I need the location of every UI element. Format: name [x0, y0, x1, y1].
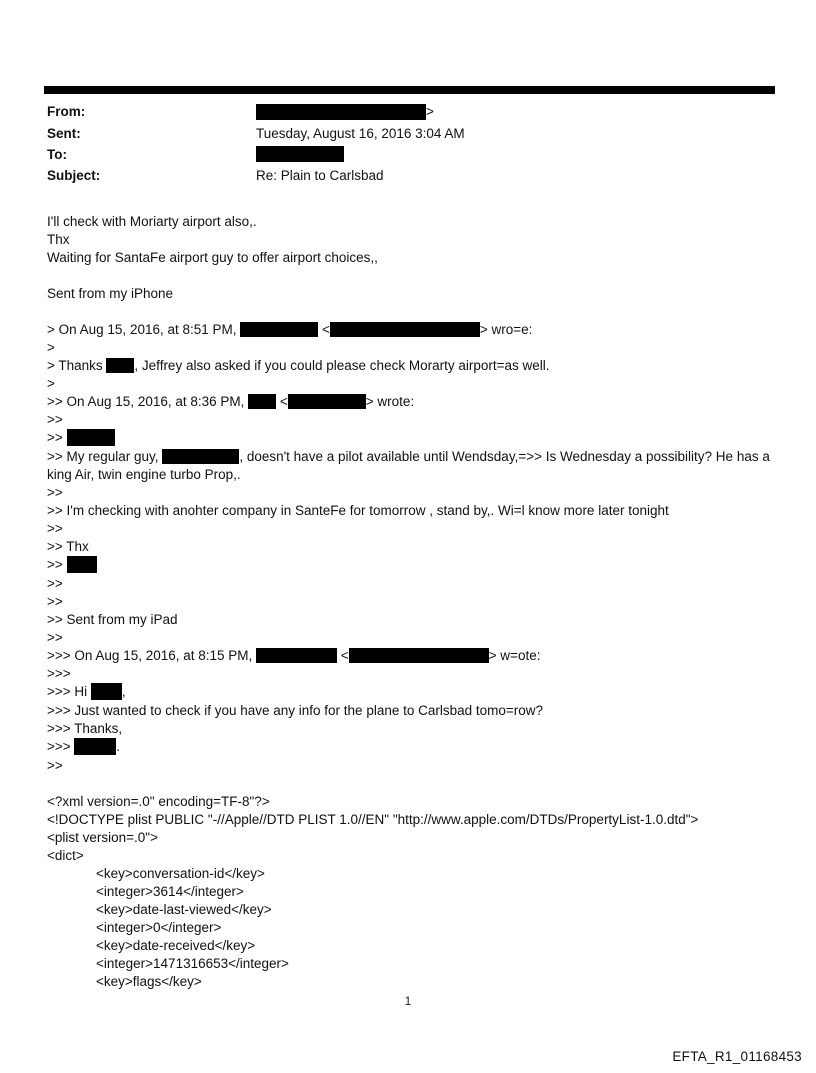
- redaction-bar: [74, 738, 116, 755]
- text-run: >>> Thanks,: [47, 721, 123, 736]
- text-run: >>> On Aug 15, 2016, at 8:15 PM,: [47, 648, 257, 663]
- text-run: <key>conversation-id</key>: [96, 866, 265, 881]
- text-run: >>: [47, 485, 63, 500]
- to-value: [256, 146, 344, 162]
- body-line: [47, 357, 776, 375]
- text-run: <: [337, 648, 349, 663]
- text-run: >>: [47, 521, 63, 536]
- body-line: [47, 720, 776, 738]
- redaction-bar: [288, 394, 366, 409]
- text-run: > wro=e:: [479, 322, 533, 337]
- from-suffix: >: [426, 104, 434, 120]
- text-run: >: [47, 376, 55, 391]
- redaction-bar: [349, 648, 489, 663]
- text-run: <!DOCTYPE plist PUBLIC "-//Apple//DTD PLIST 1.0//EN" "http://www.apple.com/DTDs/PropertyList-1.0.dtd">: [47, 812, 699, 827]
- redaction-bar: [256, 146, 344, 162]
- header-row-from: [47, 101, 777, 122]
- body-line: [47, 321, 776, 339]
- body-line: [47, 556, 776, 575]
- redaction-bar: [91, 683, 122, 700]
- body-line: [47, 702, 776, 720]
- text-run: > On Aug 15, 2016, at 8:51 PM,: [47, 322, 241, 337]
- text-run: >>: [47, 630, 63, 645]
- text-run: Thx: [47, 232, 70, 247]
- redaction-bar: [67, 429, 115, 446]
- to-label: To:: [47, 146, 67, 162]
- bates-stamp: EFTA_R1_01168453: [672, 1049, 802, 1064]
- header-row-sent: [47, 122, 777, 143]
- text-run: <?xml version=.0" encoding=TF-8"?>: [47, 794, 270, 809]
- body-line: [47, 285, 776, 303]
- text-run: >: [47, 340, 55, 355]
- text-run: >>: [47, 412, 63, 427]
- text-run: <integer>1471316653</integer>: [96, 956, 289, 971]
- body-line: [47, 484, 776, 502]
- body-line: [47, 937, 776, 955]
- body-line: [47, 267, 776, 285]
- text-run: <: [276, 394, 288, 409]
- body-line: [47, 231, 776, 249]
- from-label: From:: [47, 104, 86, 120]
- body-line: [47, 757, 776, 775]
- body-line: [47, 339, 776, 357]
- redaction-bar: [240, 322, 318, 337]
- body-line: [47, 919, 776, 937]
- text-run: I'll check with Moriarty airport also,.: [47, 214, 257, 229]
- body-line: [47, 502, 776, 520]
- body-line: [47, 611, 776, 629]
- header-row-to: [47, 144, 777, 165]
- body-line: [47, 575, 776, 593]
- text-run: <key>flags</key>: [96, 974, 202, 989]
- body-line: [47, 429, 776, 448]
- body-line: [47, 411, 776, 429]
- body-line: [47, 520, 776, 538]
- text-run: > w=ote:: [488, 648, 541, 663]
- body-line: [47, 847, 776, 865]
- text-run: >>: [47, 576, 63, 591]
- subject-value: Re: Plain to Carlsbad: [256, 168, 384, 184]
- body-line: [47, 249, 776, 267]
- text-run: > wrote:: [365, 394, 415, 409]
- text-run: <integer>0</integer>: [96, 920, 222, 935]
- body-line: [47, 683, 776, 702]
- body-line: [47, 829, 776, 847]
- sent-value: Tuesday, August 16, 2016 3:04 AM: [256, 125, 465, 141]
- body-line: [47, 375, 776, 393]
- text-run: >> On Aug 15, 2016, at 8:36 PM,: [47, 394, 249, 409]
- redaction-bar: [67, 556, 97, 573]
- email-header: [47, 101, 777, 187]
- text-run: .: [116, 739, 121, 755]
- text-run: >> I'm checking with anohter company in SanteFe for tomorrow , stand by,. Wi=l know more later tonight: [47, 503, 669, 518]
- header-divider-bar: [44, 86, 775, 94]
- text-run: , doesn't have a pilot available until Wendsday,=>> Is Wednesday a possibility? He has a king Air, twin engine turbo Prop,.: [47, 449, 774, 482]
- body-line: [47, 213, 776, 231]
- text-run: ,: [121, 684, 126, 700]
- body-line: [47, 973, 776, 991]
- body-line: [47, 738, 776, 757]
- redaction-bar: [256, 104, 426, 120]
- body-line: [47, 775, 776, 793]
- body-line: [47, 629, 776, 647]
- body-line: [47, 593, 776, 611]
- body-line: [47, 665, 776, 683]
- text-run: >> My regular guy,: [47, 449, 163, 464]
- redaction-bar: [106, 358, 134, 373]
- text-run: >> Thx: [47, 539, 89, 554]
- sent-label: Sent:: [47, 125, 81, 141]
- text-run: >>>: [47, 739, 75, 755]
- body-line: [47, 538, 776, 556]
- text-run: >>> Hi: [47, 684, 91, 700]
- text-run: > Thanks: [47, 358, 107, 373]
- body-line: [47, 393, 776, 411]
- body-line: [47, 303, 776, 321]
- text-run: <: [318, 322, 330, 337]
- text-run: <key>date-last-viewed</key>: [96, 902, 272, 917]
- text-run: <integer>3614</integer>: [96, 884, 244, 899]
- body-line: [47, 901, 776, 919]
- text-run: <dict>: [47, 848, 84, 863]
- body-line: [47, 448, 776, 484]
- body-line: [47, 865, 776, 883]
- text-run: >>: [47, 430, 67, 446]
- text-run: <plist version=.0">: [47, 830, 158, 845]
- text-run: Waiting for SantaFe airport guy to offer airport choices,,: [47, 250, 378, 265]
- text-run: <key>date-received</key>: [96, 938, 256, 953]
- text-run: >> Sent from my iPad: [47, 612, 178, 627]
- text-run: >>: [47, 758, 63, 773]
- page-number: 1: [404, 994, 412, 1008]
- text-run: Sent from my iPhone: [47, 286, 174, 301]
- body-line: [47, 647, 776, 665]
- subject-label: Subject:: [47, 168, 101, 184]
- header-row-subject: [47, 165, 777, 186]
- text-run: >>> Just wanted to check if you have any info for the plane to Carlsbad tomo=row?: [47, 703, 544, 718]
- redaction-bar: [162, 449, 239, 464]
- body-line: [47, 955, 776, 973]
- text-run: >>: [47, 557, 67, 573]
- body-line: [47, 811, 776, 829]
- body-line: [47, 883, 776, 901]
- redaction-bar: [248, 394, 276, 409]
- text-run: >>: [47, 594, 63, 609]
- from-value: [256, 104, 434, 120]
- redaction-bar: [330, 322, 480, 337]
- body-line: [47, 793, 776, 811]
- redaction-bar: [256, 648, 337, 663]
- text-run: , Jeffrey also asked if you could please check Morarty airport=as well.: [134, 358, 550, 373]
- text-run: >>>: [47, 666, 71, 681]
- email-body: [47, 213, 776, 991]
